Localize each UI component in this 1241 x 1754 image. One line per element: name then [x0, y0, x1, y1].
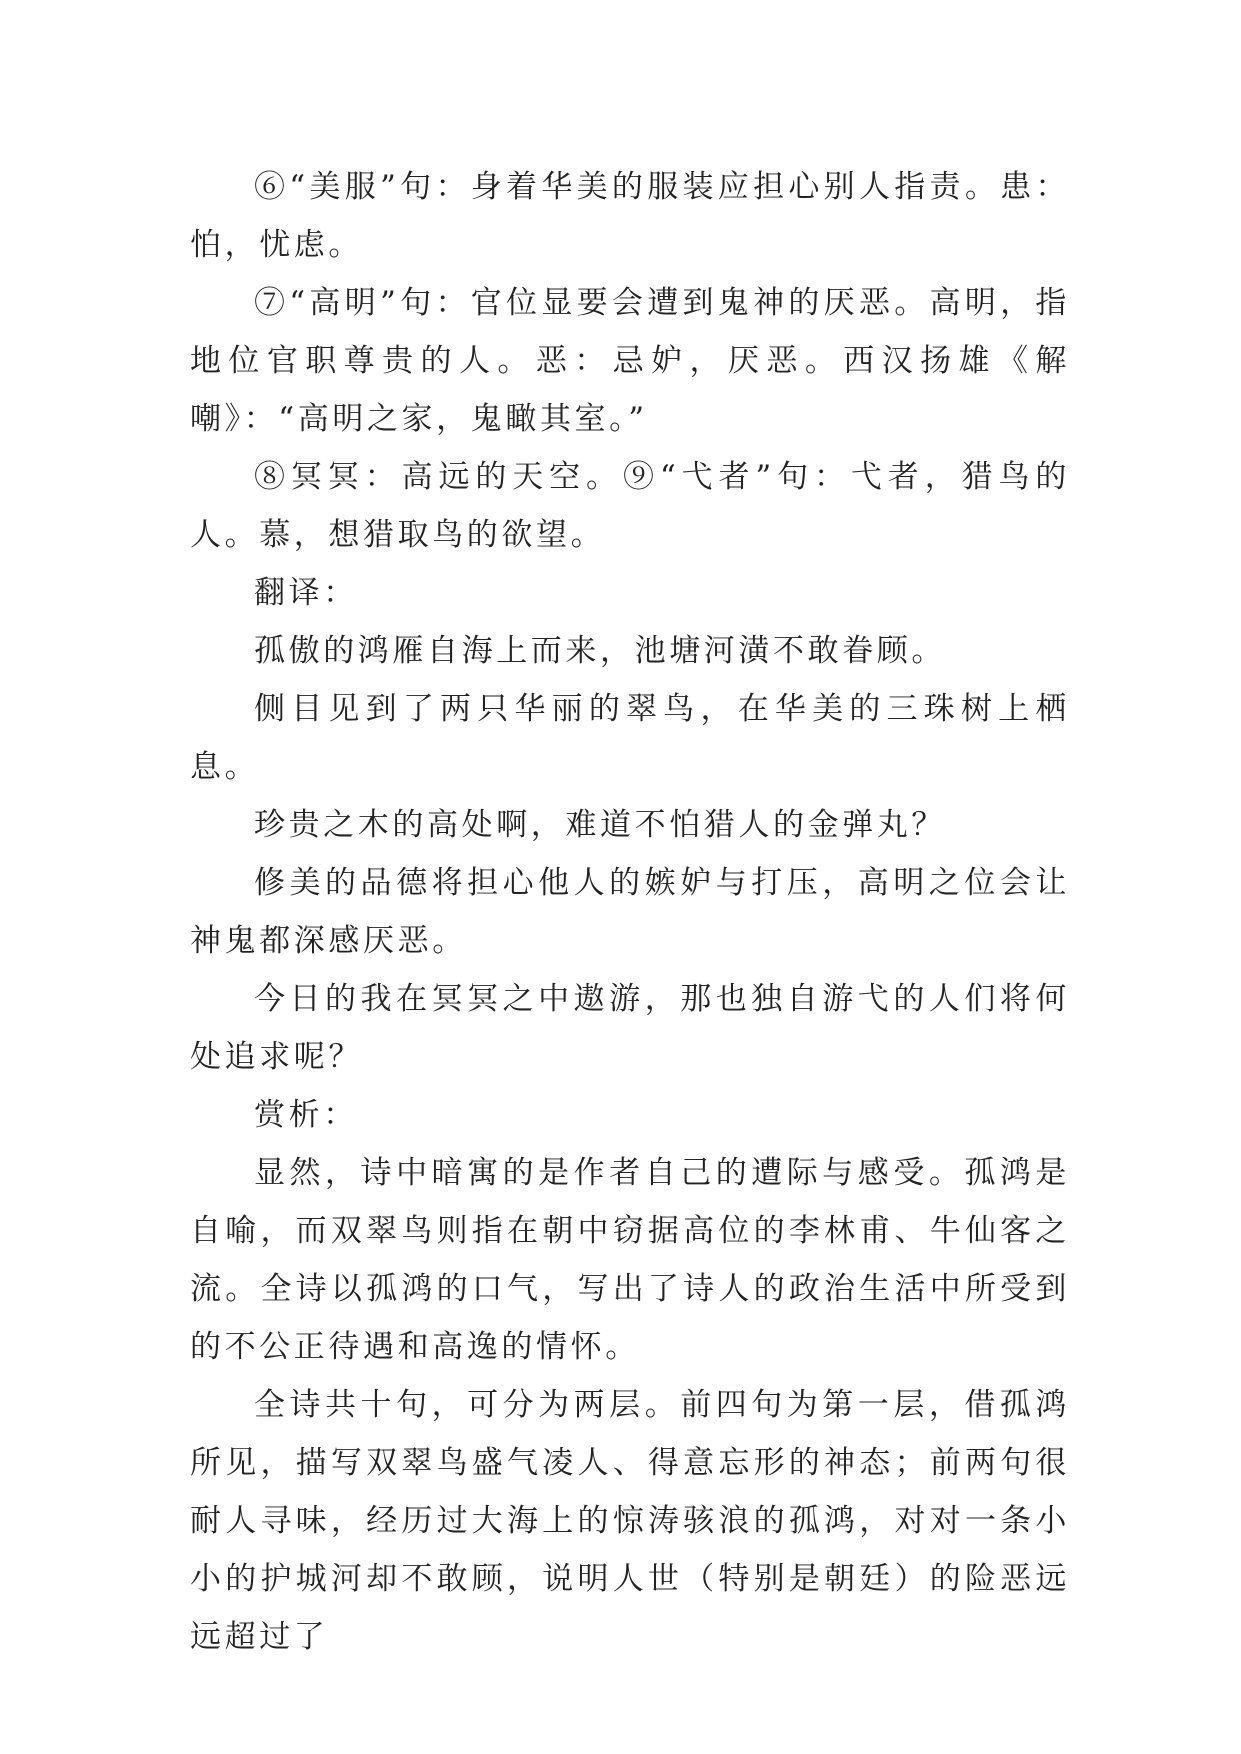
translation-line-1: 孤傲的鸿雁自海上而来，池塘河潢不敢眷顾。 [254, 633, 946, 669]
note-paragraph-8-9: ⑧冥冥：高远的天空。⑨“弋者”句：弋者，猎鸟的人。慕，想猎取鸟的欲望。 [190, 459, 1070, 553]
translation-heading: 翻译： [254, 575, 358, 611]
appreciation-paragraph-1: 显然，诗中暗寓的是作者自己的遭际与感受。孤鸿是自喻，而双翠鸟则指在朝中窃据高位的李林甫、牛仙客之流。全诗以孤鸿的口气，写出了诗人的政治生活中所受到的不公正待遇和高逸的情怀。 [190, 1155, 1070, 1365]
translation-line-3: 珍贵之木的高处啊，难道不怕猎人的金弹丸？ [254, 807, 946, 843]
document-body [190, 158, 1070, 1666]
note-paragraph-7: ⑦“高明”句：官位显要会遭到鬼神的厌恶。高明，指地位官职尊贵的人。恶：忌妒，厌恶。西汉扬雄《解嘲》：“高明之家，鬼瞰其室。” [190, 285, 1070, 437]
translation-line-2: 侧目见到了两只华丽的翠鸟，在华美的三珠树上栖息。 [190, 691, 1070, 785]
appreciation-paragraph-2: 全诗共十句，可分为两层。前四句为第一层，借孤鸿所见，描写双翠鸟盛气凌人、得意忘形的神态；前两句很耐人寻味，经历过大海上的惊涛骇浪的孤鸿，对对一条小小的护城河却不敢顾，说明人世（特别是朝廷）的险恶远远超过了 [190, 1387, 1070, 1655]
appreciation-heading: 赏析： [254, 1097, 358, 1133]
translation-line-4: 修美的品德将担心他人的嫉妒与打压，高明之位会让神鬼都深感厌恶。 [190, 865, 1070, 959]
translation-line-5: 今日的我在冥冥之中遨游，那也独自游弋的人们将何处追求呢？ [190, 981, 1070, 1075]
note-paragraph-6: ⑥“美服”句：身着华美的服装应担心别人指责。患：怕，忧虑。 [190, 169, 1070, 263]
